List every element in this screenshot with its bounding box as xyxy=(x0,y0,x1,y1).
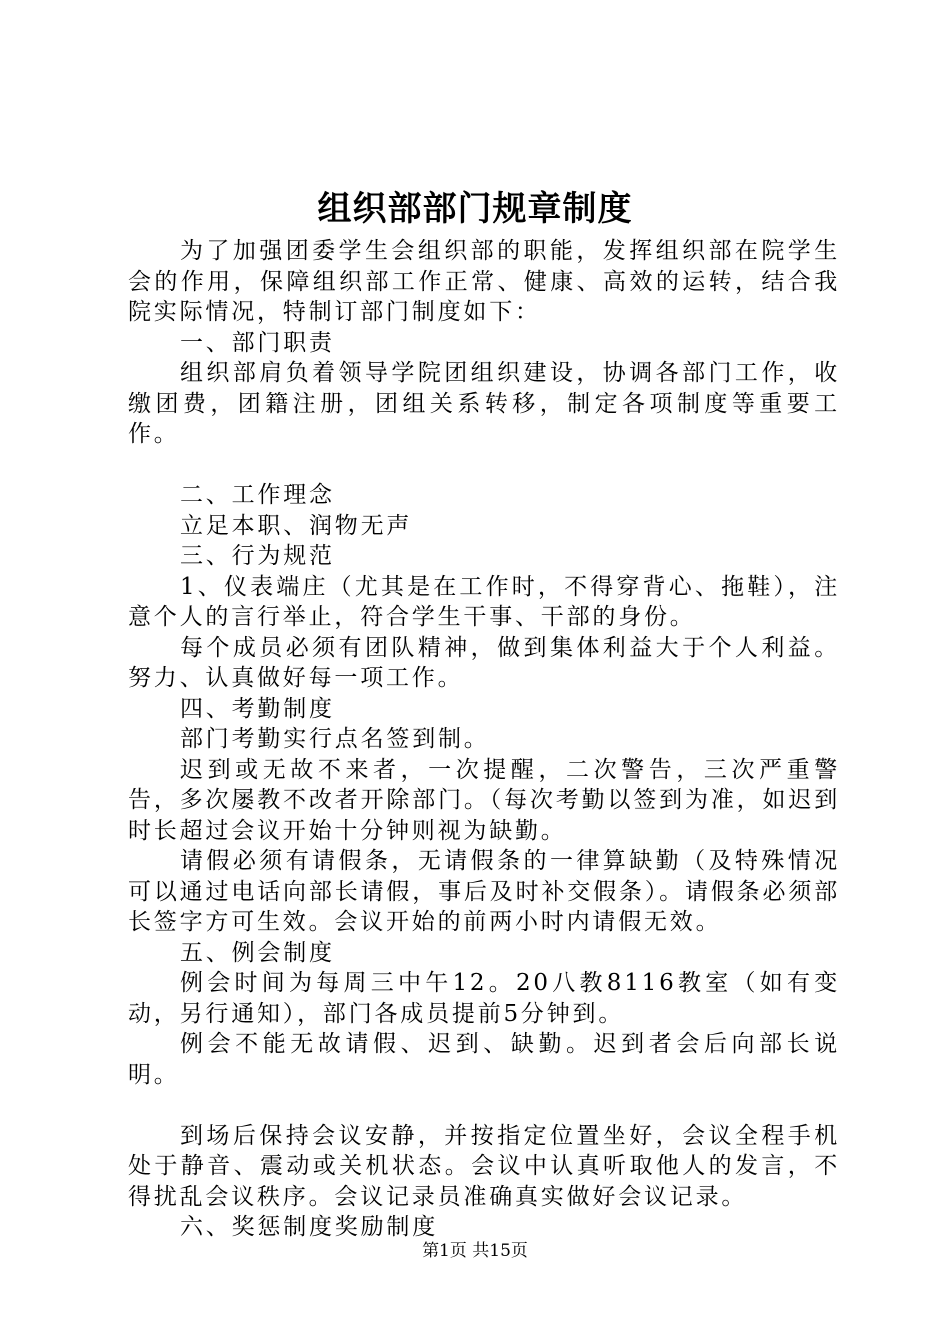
meetings-paragraph-2: 例会不能无故请假、迟到、缺勤。迟到者会后向部长说明。 xyxy=(128,1031,840,1088)
attendance-paragraph-2: 迟到或无故不来者，一次提醒，二次警告，三次严重警告，多次屡教不改者开除部门。（每次考勤以签到为准，如迟到时长超过会议开始十分钟则视为缺勤。 xyxy=(128,756,840,844)
section-heading-conduct: 三、行为规范 xyxy=(180,543,335,569)
section-heading-responsibilities: 一、部门职责 xyxy=(180,329,335,356)
document-body xyxy=(128,236,840,1243)
section-heading-meetings: 五、例会制度 xyxy=(180,939,335,966)
meetings-paragraph-1: 例会时间为每周三中午12。20八教8116教室（如有变动，另行通知），部门各成员提前5分钟到。 xyxy=(128,970,840,1027)
conduct-paragraph-1: 1、仪表端庄（尤其是在工作时，不得穿背心、拖鞋），注意个人的言行举止，符合学生干事、干部的身份。 xyxy=(128,573,840,630)
intro-paragraph: 为了加强团委学生会组织部的职能，发挥组织部在院学生会的作用，保障组织部工作正常、健康、高效的运转，结合我院实际情况，特制订部门制度如下： xyxy=(128,238,840,325)
meetings-paragraph-3: 到场后保持会议安静，并按指定位置坐好，会议全程手机处于静音、震动或关机状态。会议中认真听取他人的发言，不得扰乱会议秩序。会议记录员准确真实做好会议记录。 xyxy=(128,1122,840,1210)
section-heading-philosophy: 二、工作理念 xyxy=(180,482,335,508)
attendance-paragraph-3: 请假必须有请假条，无请假条的一律算缺勤（及特殊情况可以通过电话向部长请假，事后及时补交假条）。请假条必须部长签字方可生效。会议开始的前两小时内请假无效。 xyxy=(128,848,840,935)
philosophy-paragraph: 立足本职、润物无声 xyxy=(180,512,413,539)
section-heading-rewards: 六、奖惩制度奖励制度 xyxy=(180,1214,438,1240)
responsibilities-paragraph: 组织部肩负着领导学院团组织建设，协调各部门工作，收缴团费，团籍注册，团组关系转移，制定各项制度等重要工作。 xyxy=(128,360,840,447)
document-title: 组织部部门规章制度 xyxy=(317,189,633,229)
page-number: 第1页 共15页 xyxy=(422,1241,528,1261)
attendance-paragraph-1: 部门考勤实行点名签到制。 xyxy=(180,726,490,752)
conduct-paragraph-2: 每个成员必须有团队精神，做到集体利益大于个人利益。努力、认真做好每一项工作。 xyxy=(128,634,840,691)
section-heading-attendance: 四、考勤制度 xyxy=(180,695,335,722)
